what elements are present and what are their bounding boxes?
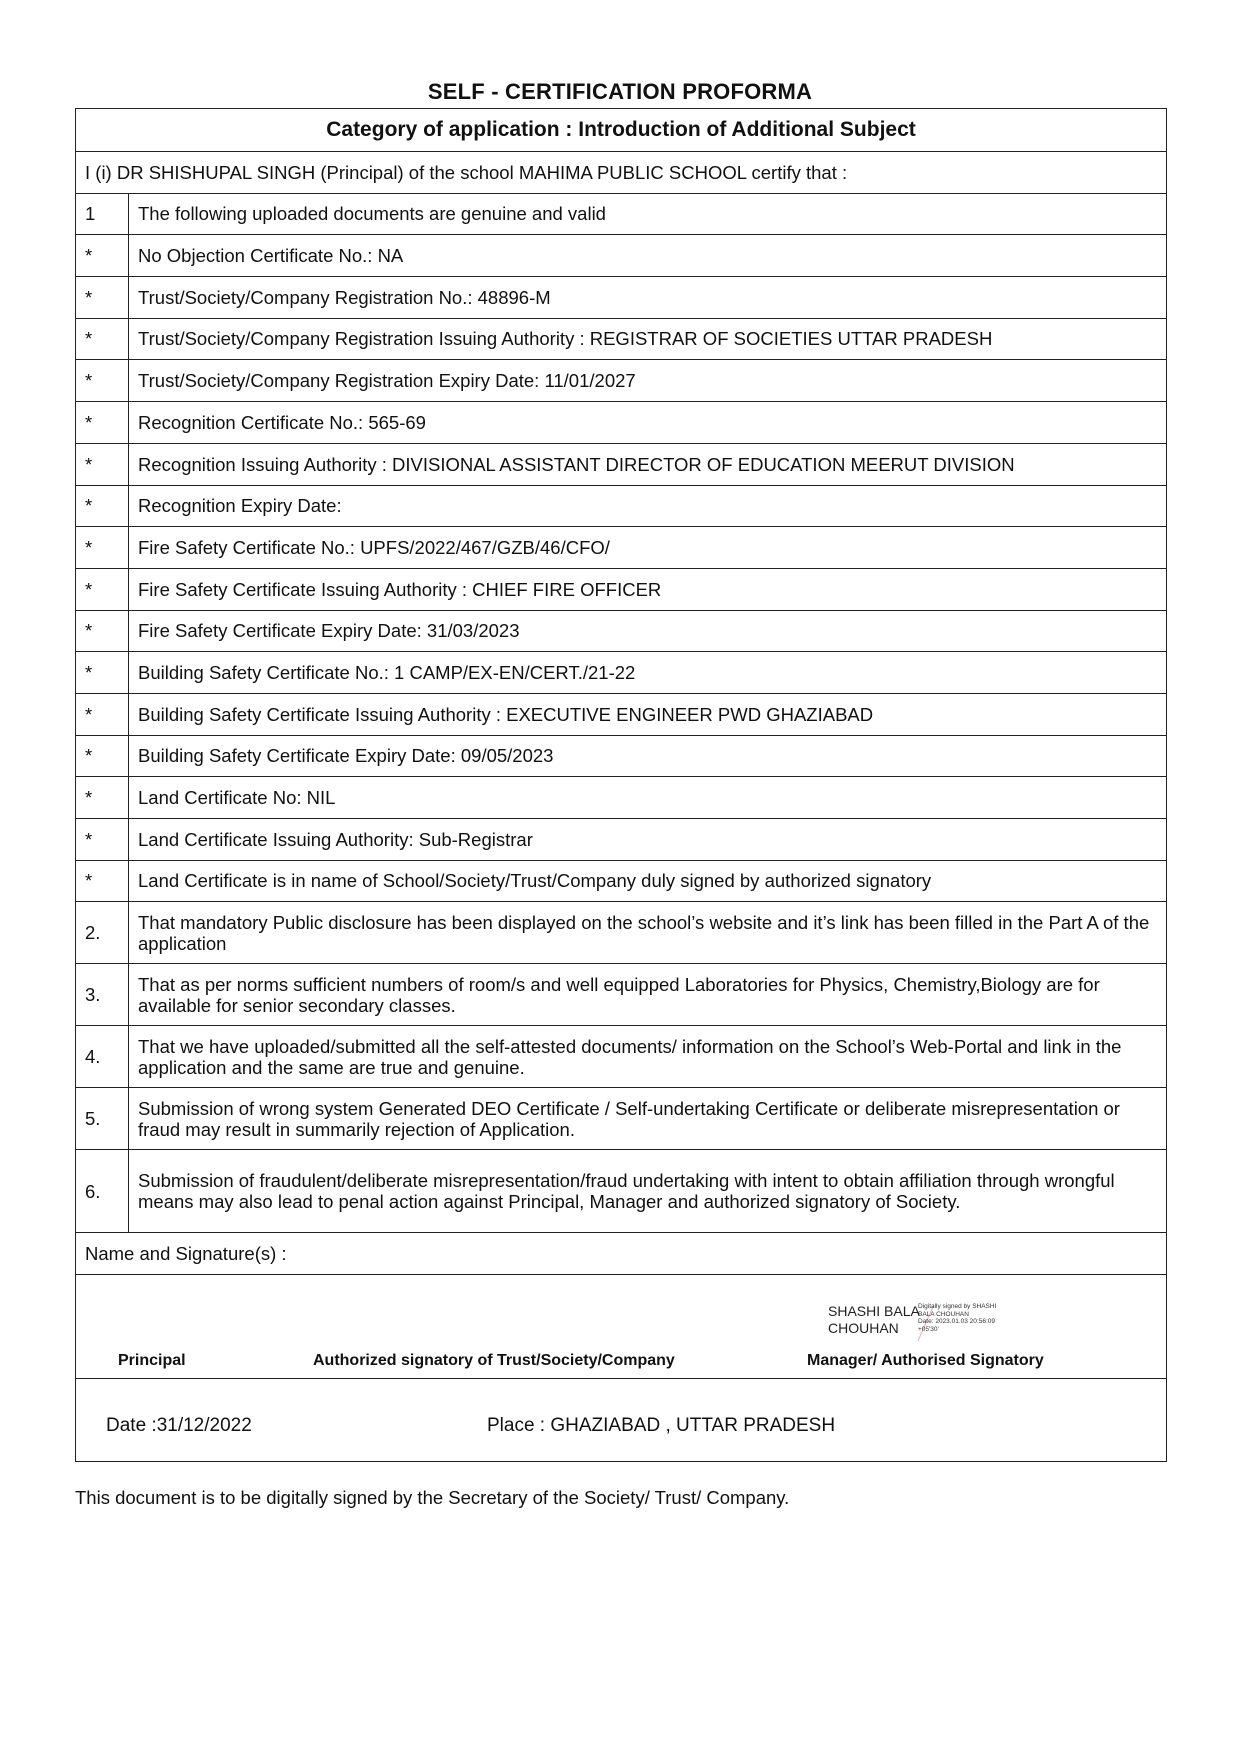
item-number: * — [76, 819, 129, 861]
item-text: Land Certificate No: NIL — [129, 777, 1167, 819]
table-row — [76, 693, 1167, 735]
item-number: * — [76, 735, 129, 777]
item-number: 3. — [76, 964, 129, 1026]
digital-signature — [828, 1303, 1028, 1345]
item-number: * — [76, 402, 129, 444]
table-row — [76, 443, 1167, 485]
item-number: 2. — [76, 902, 129, 964]
item-text: Trust/Society/Company Registration Issuing Authority : REGISTRAR OF SOCIETIES UTTAR PRADESH — [129, 318, 1167, 360]
item-text: Recognition Expiry Date: — [129, 485, 1167, 527]
item-text: Recognition Issuing Authority : DIVISIONAL ASSISTANT DIRECTOR OF EDUCATION MEERUT DIVISION — [129, 443, 1167, 485]
item-text: Land Certificate Issuing Authority: Sub-Registrar — [129, 819, 1167, 861]
certification-table — [75, 108, 1167, 1462]
item-number: 5. — [76, 1088, 129, 1150]
table-row — [76, 735, 1167, 777]
table-row — [76, 1150, 1167, 1233]
footnote: This document is to be digitally signed by the Secretary of the Society/ Trust/ Company. — [75, 1487, 790, 1508]
item-number: * — [76, 527, 129, 569]
item-text: That mandatory Public disclosure has been displayed on the school’s website and it’s link has been filled in the Part A of the application — [129, 902, 1167, 964]
item-number: * — [76, 443, 129, 485]
item-text: The following uploaded documents are genuine and valid — [129, 193, 1167, 235]
table-row — [76, 610, 1167, 652]
table-row — [76, 235, 1167, 277]
item-text: Land Certificate is in name of School/Society/Trust/Company duly signed by authorized signatory — [129, 860, 1167, 902]
signature-detail-line: BALA CHOUHAN — [918, 1310, 969, 1318]
item-text: Recognition Certificate No.: 565-69 — [129, 402, 1167, 444]
table-row — [76, 1026, 1167, 1088]
item-text: That as per norms sufficient numbers of room/s and well equipped Laboratories for Physics, Chemistry,Biology are for available for senior secondary classes. — [129, 964, 1167, 1026]
table-row — [76, 318, 1167, 360]
table-row — [76, 902, 1167, 964]
signature-area — [76, 1275, 1167, 1379]
item-text: Fire Safety Certificate No.: UPFS/2022/467/GZB/46/CFO/ — [129, 527, 1167, 569]
signature-detail-line: +05'30' — [918, 1325, 939, 1333]
table-row — [76, 360, 1167, 402]
item-number: 4. — [76, 1026, 129, 1088]
signature-detail-line: Date: 2023.01.03 20:56:09 — [918, 1318, 995, 1326]
item-number: * — [76, 860, 129, 902]
authorized-signatory-label: Authorized signatory of Trust/Society/Company — [313, 1351, 675, 1369]
item-text: No Objection Certificate No.: NA — [129, 235, 1167, 277]
signer-name-line-2: CHOUHAN — [828, 1320, 899, 1337]
item-number: * — [76, 235, 129, 277]
item-text: Submission of fraudulent/deliberate misrepresentation/fraud undertaking with intent to obtain affiliation through wrongful means may also lead to penal action against Principal, Manager and authorized signatory of Society. — [129, 1150, 1167, 1233]
item-text: Submission of wrong system Generated DEO Certificate / Self-undertaking Certificate or deliberate misrepresentation or fraud may result in summarily rejection of Application. — [129, 1088, 1167, 1150]
table-row — [76, 568, 1167, 610]
digital-signature-name — [828, 1303, 920, 1337]
principal-label: Principal — [118, 1351, 186, 1369]
signature-detail-line: Digitally signed by SHASHI — [918, 1303, 997, 1311]
date-text: Date :31/12/2022 — [106, 1415, 252, 1437]
table-row — [76, 527, 1167, 569]
manager-label: Manager/ Authorised Signatory — [807, 1351, 1044, 1369]
item-number: * — [76, 610, 129, 652]
table-row — [76, 860, 1167, 902]
item-number: * — [76, 277, 129, 319]
table-row — [76, 277, 1167, 319]
place-text: Place : GHAZIABAD , UTTAR PRADESH — [487, 1415, 836, 1437]
date-place-row — [76, 1379, 1167, 1462]
page-title: SELF - CERTIFICATION PROFORMA — [427, 79, 813, 104]
item-number: 6. — [76, 1150, 129, 1233]
table-row — [76, 652, 1167, 694]
table-row — [76, 777, 1167, 819]
item-text: Building Safety Certificate Issuing Authority : EXECUTIVE ENGINEER PWD GHAZIABAD — [129, 693, 1167, 735]
item-number: * — [76, 652, 129, 694]
item-text: Building Safety Certificate No.: 1 CAMP/EX-EN/CERT./21-22 — [129, 652, 1167, 694]
category-heading: Category of application : Introduction of Additional Subject — [76, 109, 1167, 152]
item-text: Trust/Society/Company Registration Expiry Date: 11/01/2027 — [129, 360, 1167, 402]
item-number: * — [76, 568, 129, 610]
digital-signature-details — [918, 1303, 996, 1333]
table-row — [76, 485, 1167, 527]
table-row — [76, 402, 1167, 444]
item-text: Fire Safety Certificate Expiry Date: 31/03/2023 — [129, 610, 1167, 652]
item-number: * — [76, 777, 129, 819]
item-text: Building Safety Certificate Expiry Date: 09/05/2023 — [129, 735, 1167, 777]
item-text: Fire Safety Certificate Issuing Authority : CHIEF FIRE OFFICER — [129, 568, 1167, 610]
item-number: * — [76, 360, 129, 402]
declaration-text: I (i) DR SHISHUPAL SINGH (Principal) of the school MAHIMA PUBLIC SCHOOL certify that : — [76, 152, 1167, 194]
signatures-heading: Name and Signature(s) : — [76, 1233, 1167, 1275]
item-number: * — [76, 693, 129, 735]
item-number: 1 — [76, 193, 129, 235]
table-row — [76, 819, 1167, 861]
table-row — [76, 964, 1167, 1026]
signer-name-line-1: SHASHI BALA — [828, 1303, 920, 1320]
item-number: * — [76, 485, 129, 527]
table-row — [76, 1088, 1167, 1150]
table-row — [76, 193, 1167, 235]
item-text: That we have uploaded/submitted all the self-attested documents/ information on the School’s Web-Portal and link in the application and the same are true and genuine. — [129, 1026, 1167, 1088]
item-text: Trust/Society/Company Registration No.: 48896-M — [129, 277, 1167, 319]
item-number: * — [76, 318, 129, 360]
